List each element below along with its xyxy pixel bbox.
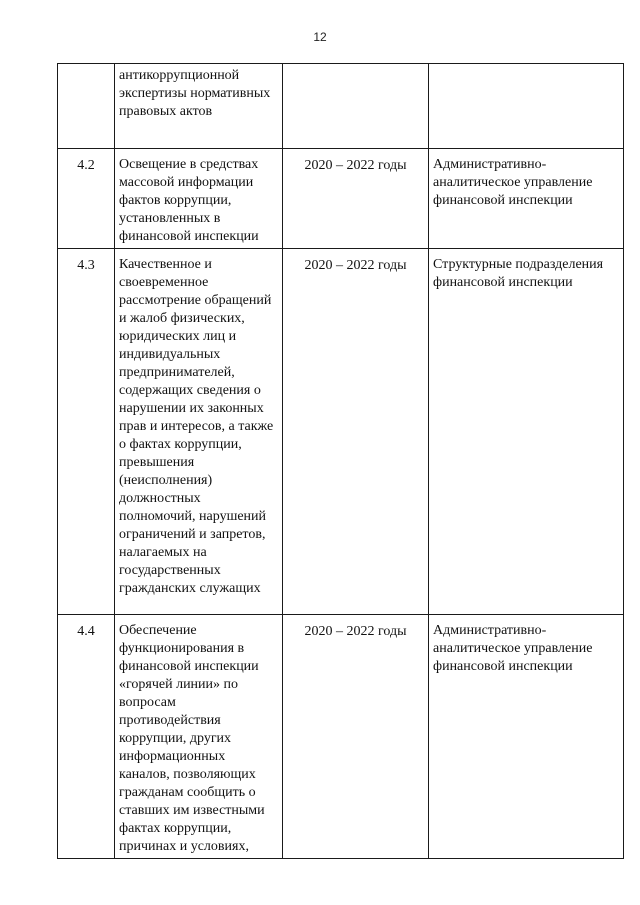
item-number: 4.3 <box>58 249 115 615</box>
responsible-unit: Административно-аналитическое управление финансовой инспекции <box>429 615 624 859</box>
item-number <box>58 64 115 149</box>
page-number: 12 <box>313 30 327 44</box>
measure-description: Освещение в средствах массовой информации фактов коррупции, установленных в финансовой инспекции <box>115 149 283 249</box>
implementation-term: 2020 – 2022 годы <box>283 615 429 859</box>
responsible-unit <box>429 64 624 149</box>
responsible-unit: Административно-аналитическое управление финансовой инспекции <box>429 149 624 249</box>
measure-description: Качественное и своевременное рассмотрение обращений и жалоб физических, юридических лиц и индивидуальных предпринимателей, содержащих сведения о нарушении их законных прав и интересов, а также о фактах коррупции, превышения (неисполнения) должностных полномочий, нарушений ограничений и запретов, налагаемых на государственных гражданских служащих <box>115 249 283 615</box>
measure-description: Обеспечение функционирования в финансовой инспекции «горячей линии» по вопросам противодействия коррупции, других информационных каналов, позволяющих гражданам сообщить о ставших им известными фактах коррупции, причинах и условиях, <box>115 615 283 859</box>
implementation-term: 2020 – 2022 годы <box>283 149 429 249</box>
table-row <box>58 149 624 249</box>
responsible-unit: Структурные подразделения финансовой инспекции <box>429 249 624 615</box>
measure-description: антикоррупционной экспертизы нормативных правовых актов <box>115 64 283 149</box>
table-row <box>58 249 624 615</box>
implementation-term: 2020 – 2022 годы <box>283 249 429 615</box>
table-row <box>58 615 624 859</box>
measures-table <box>57 63 624 859</box>
implementation-term <box>283 64 429 149</box>
item-number: 4.2 <box>58 149 115 249</box>
item-number: 4.4 <box>58 615 115 859</box>
table-row <box>58 64 624 149</box>
